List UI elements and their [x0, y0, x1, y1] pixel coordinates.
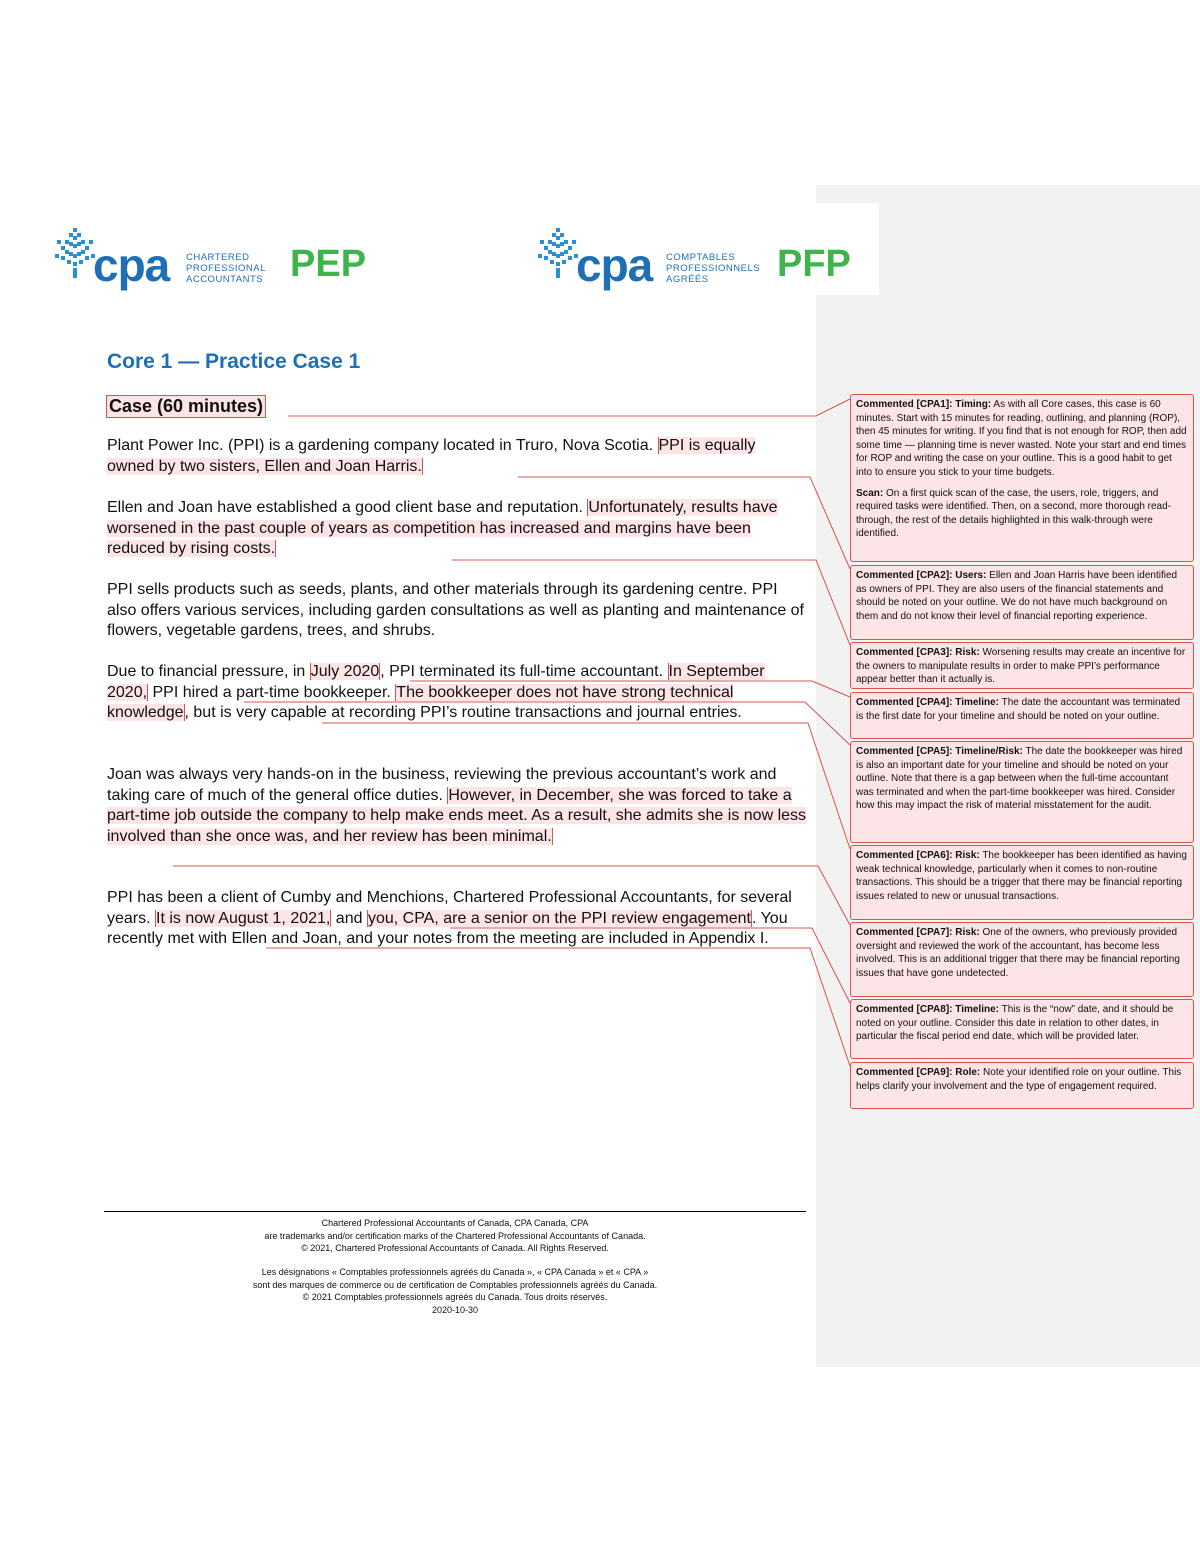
comment-cpa3[interactable]	[850, 642, 1194, 689]
comment-label: Commented [CPA4]: Timeline:	[856, 697, 999, 708]
comment-cpa5[interactable]	[850, 741, 1194, 843]
comment-anchor-cpa5[interactable]: In September 2020,	[107, 663, 765, 701]
footer-line: © 2021, Chartered Professional Accountants of Canada. All Rights Reserved.	[301, 1243, 609, 1253]
cpa-subtitle-line: PROFESSIONAL	[186, 263, 266, 274]
comment-anchor-cpa6[interactable]: The bookkeeper does not have strong technical knowledge	[107, 683, 734, 721]
comment-text: On a first quick scan of the case, the users, role, triggers, and required tasks were identified. Then, on a second, more thorough read-through, the rest of the details highlighted in this walk-through were identified.	[856, 487, 1171, 540]
text-run: PPI has been a client of Cumby and Menchions, Chartered Professional Accountants, for several years.	[107, 889, 792, 927]
comment-text: Ellen and Joan Harris have been identified as owners of PPI. They are also users of the financial statements and should be noted on your outline. We do not have much background on them and do not know their level of financial reporting experience.	[856, 570, 1178, 622]
comment-label: Commented [CPA1]: Timing:	[856, 399, 992, 410]
comment-label: Commented [CPA7]: Risk:	[856, 927, 980, 938]
comment-text: Worsening results may create an incentive for the owners to manipulate results in order to make PPI’s performance appear better than it actually is.	[856, 647, 1186, 686]
comment-cpa4[interactable]	[850, 692, 1194, 739]
comment-text: This is the “now” date, and it should be noted on your outline. Consider this date in relation to other dates, in particular the fiscal period end date, which will be provided later.	[856, 1004, 1174, 1043]
cpa-subtitle-line: COMPTABLES	[666, 252, 736, 263]
comment-text: As with all Core cases, this case is 60 minutes. Start with 15 minutes for reading, outlining, and planning (ROP), then 45 minutes for writing. If you find that is not enough for ROP, then add some time — planning time is never wasted. Note your start and end times for ROP and writing the case on your outline. This is a good habit to get into to ensure you stick to your time budgets.	[856, 399, 1187, 478]
footer-line: Les désignations « Comptables professionnels agréés du Canada », « CPA Canada » et « CPA »	[261, 1267, 649, 1277]
text-run: Due to financial pressure, in	[107, 663, 310, 680]
footer-date: 2020-10-30	[431, 1304, 479, 1315]
comment-anchor-cpa3[interactable]: Unfortunately, results have worsened in the past couple of years as competition has increased and margins have been reduced by rising costs.	[107, 499, 778, 557]
comment-label: Commented [CPA5]: Timeline/Risk:	[856, 746, 1023, 757]
comment-text: The date the bookkeeper was hired is also an important date for your timeline and should be noted on your outline. Note that there is a gap between when the full-time accountant was terminated and when the part-time bookkeeper was hired. Consider how this may impact the risk of material misstatement for the audit.	[856, 746, 1183, 812]
program-code: PFP	[777, 243, 851, 285]
comment-anchor-cpa9[interactable]: you, CPA, are a senior on the PPI review engagement	[367, 909, 751, 927]
text-run: Joan was always very hands-on in the business, reviewing the previous accountant’s work and taking care of much of the general office duties.	[107, 766, 777, 804]
comment-label: Commented [CPA3]: Risk:	[856, 647, 980, 658]
footer-line: are trademarks and/or certification marks of the Chartered Professional Accountants of Canada.	[264, 1230, 646, 1241]
text-run: PPI sells products such as seeds, plants, and other materials through its gardening centre. PPI also offers various services, including garden consultations as well as planting and maintenance of flowers, vegetable gardens, trees, and shrubs.	[107, 581, 804, 639]
footer-divider	[104, 1211, 806, 1212]
comment-label: Commented [CPA2]: Users:	[856, 570, 987, 581]
footer-line: © 2021 Comptables professionnels agréés du Canada. Tous droits réservés.	[302, 1292, 608, 1302]
connector-cpa1	[288, 399, 850, 416]
comment-label: Scan:	[856, 487, 884, 499]
cpa-subtitle-line: PROFESSIONNELS	[666, 263, 761, 274]
comment-text: One of the owners, who previously provided oversight and reviewed the work of the accountant, has become less involved. This is an additional trigger that there may be financial reporting issues that have gone undetected.	[856, 927, 1180, 979]
footer-en	[104, 1217, 806, 1255]
connector-cpa8	[450, 928, 850, 1003]
comment-label: Commented [CPA6]: Risk:	[856, 850, 980, 861]
comment-text: The bookkeeper has been identified as having weak technical knowledge, particularly when it comes to non-routine transactions. This should be a trigger that there may be financial reporting issues related to new or unusual transactions.	[856, 850, 1187, 902]
comment-cpa7[interactable]	[850, 922, 1194, 997]
text-run: , PPI terminated its full-time accountant.	[380, 663, 668, 680]
comment-label: Commented [CPA9]: Role:	[856, 1067, 981, 1078]
comment-text: The date the accountant was terminated is the first date for your timeline and should be noted on your outline.	[856, 697, 1181, 722]
text-run: and	[331, 909, 367, 927]
connector-cpa4	[410, 681, 850, 697]
connector-cpa6	[322, 723, 850, 849]
cpa-subtitle-line: CHARTERED	[186, 252, 250, 263]
comment-cpa9[interactable]	[850, 1062, 1194, 1109]
cpa-subtitle-line: AGRÉÉS	[666, 274, 709, 285]
connector-cpa2	[518, 477, 850, 569]
comment-cpa8[interactable]	[850, 999, 1194, 1059]
page-title: Core 1 — Practice Case 1	[107, 350, 361, 373]
comment-anchor-cpa7[interactable]: However, in December, she was forced to take a part-time job outside the company to help make ends meet. As a result, she admits she is now less involved than she once was, and her review has been minimal.	[107, 786, 807, 845]
cpa-wordmark: cpa	[93, 239, 170, 291]
program-code: PEP	[290, 243, 367, 285]
text-run: , but is very capable at recording PPI’s routine transactions and journal entries.	[184, 704, 742, 721]
text-run: . You recently met with Ellen and Joan, and your notes from the meeting are included in Appendix I.	[107, 909, 788, 947]
cpa-wordmark: cpa	[576, 239, 653, 291]
comment-cpa2[interactable]	[850, 565, 1194, 640]
comment-anchor-cpa2[interactable]: PPI is equally owned by two sisters, Ellen and Joan Harris.	[107, 437, 756, 475]
connector-cpa3	[452, 560, 850, 645]
comment-label: Commented [CPA8]: Timeline:	[856, 1004, 999, 1015]
footer-line: sont des marques de commerce ou de certification de Comptables professionnels agréés du Canada.	[252, 1279, 658, 1290]
footer-fr	[104, 1266, 806, 1316]
comment-cpa6[interactable]	[850, 845, 1194, 920]
comment-anchor-cpa4[interactable]: July 2020	[310, 663, 380, 680]
text-run: Ellen and Joan have established a good client base and reputation.	[107, 499, 588, 516]
cpa-subtitle-line: ACCOUNTANTS	[186, 274, 264, 285]
footer-line: Chartered Professional Accountants of Canada, CPA Canada, CPA	[321, 1218, 589, 1228]
comment-text: Note your identified role on your outline. This helps clarify your involvement and the type of engagement required.	[856, 1067, 1182, 1092]
case-heading[interactable]: Case (60 minutes)	[106, 395, 266, 418]
comment-anchor-cpa8[interactable]: It is now August 1, 2021,	[156, 909, 331, 927]
connector-cpa7	[173, 866, 850, 925]
connector-cpa9	[266, 948, 850, 1066]
comment-cpa1[interactable]	[850, 394, 1194, 562]
text-run: PPI hired a part-time bookkeeper.	[148, 683, 396, 701]
text-run: Plant Power Inc. (PPI) is a gardening company located in Truro, Nova Scotia.	[107, 437, 658, 454]
